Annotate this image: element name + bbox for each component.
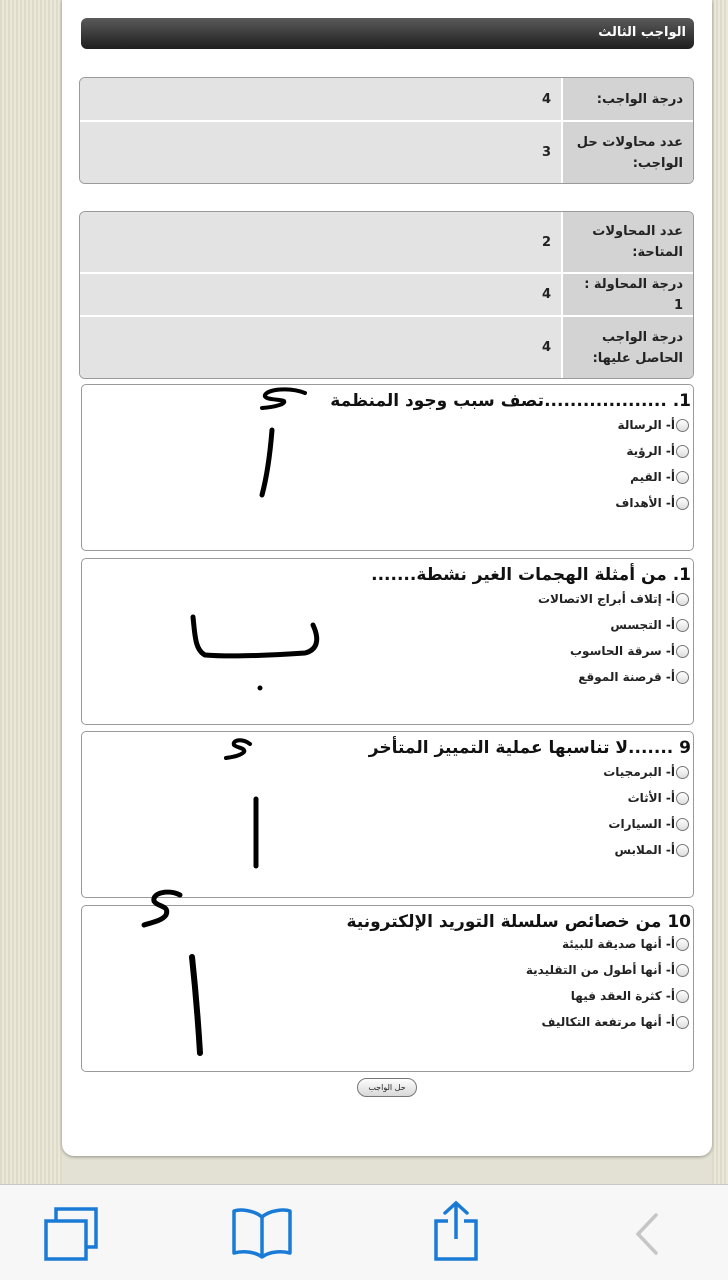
question-title: 1. ...................تصف سبب وجود المنظمة: [330, 391, 691, 411]
question-title: 9 .......لا تناسبها عملية التمييز المتأخر: [368, 738, 691, 758]
solve-homework-button[interactable]: حل الواجب: [357, 1078, 417, 1097]
radio-button[interactable]: [676, 818, 689, 831]
option[interactable]: [570, 644, 689, 658]
info-value: 4: [80, 274, 561, 315]
radio-button[interactable]: [676, 938, 689, 951]
radio-button[interactable]: [676, 766, 689, 779]
option-label: أ- أنها مرتفعة التكاليف: [541, 1015, 675, 1029]
radio-button[interactable]: [676, 419, 689, 432]
info-label: عدد محاولات حل الواجب:: [561, 122, 693, 183]
tabs-icon[interactable]: [42, 1205, 100, 1263]
radio-button[interactable]: [676, 497, 689, 510]
handwritten-answer-baa: [185, 605, 325, 700]
info-row-available-attempts: [80, 212, 693, 274]
option[interactable]: [603, 765, 689, 779]
option[interactable]: [526, 963, 689, 977]
info-value: 4: [80, 317, 561, 378]
info-row-grade: [80, 78, 693, 122]
info-label: عدد المحاولات المتاحة:: [561, 212, 693, 272]
radio-button[interactable]: [676, 844, 689, 857]
question-card: [81, 731, 694, 898]
info-row-attempts: [80, 122, 693, 183]
option[interactable]: [630, 470, 689, 484]
option[interactable]: [608, 817, 689, 831]
radio-button[interactable]: [676, 964, 689, 977]
option[interactable]: [628, 791, 689, 805]
option[interactable]: [578, 670, 689, 684]
info-value: 2: [80, 212, 561, 272]
handwritten-answer-alef: [140, 885, 215, 1065]
option-label: أ- البرمجيات: [603, 765, 675, 779]
attempt-info-table: [79, 211, 694, 379]
bookmarks-icon[interactable]: [230, 1207, 294, 1259]
back-icon[interactable]: [632, 1211, 662, 1257]
option-label: أ- أنها صديقة للبيئة: [562, 937, 675, 951]
option-label: أ- أنها أطول من التقليدية: [525, 963, 675, 977]
option[interactable]: [571, 989, 689, 1003]
option[interactable]: [538, 592, 689, 606]
option-label: أ- الأثاث: [627, 791, 675, 805]
info-value: 3: [80, 122, 561, 183]
question-title: 1. من أمثلة الهجمات الغير نشطة.......: [371, 565, 691, 585]
option-label: أ- القيم: [630, 470, 675, 484]
radio-button[interactable]: [676, 645, 689, 658]
info-row-attempt-grade: [80, 274, 693, 317]
background-stripes-left: [0, 0, 62, 1184]
option-label: أ- سرقة الحاسوب: [569, 644, 675, 658]
info-row-obtained-grade: [80, 317, 693, 378]
browser-toolbar: [0, 1184, 728, 1280]
radio-button[interactable]: [676, 619, 689, 632]
question-card: [81, 384, 694, 551]
option-label: أ- كثرة العقد فيها: [570, 989, 675, 1003]
radio-button[interactable]: [676, 792, 689, 805]
radio-button[interactable]: [676, 990, 689, 1003]
option[interactable]: [626, 444, 689, 458]
option[interactable]: [615, 496, 689, 510]
page-title: الواجب الثالث: [81, 18, 694, 49]
option-label: أ- الملابس: [614, 843, 675, 857]
radio-button[interactable]: [676, 593, 689, 606]
option[interactable]: [562, 937, 689, 951]
option-label: أ- الرسالة: [617, 418, 675, 432]
handwritten-answer-alef: [222, 734, 272, 874]
question-card: [81, 558, 694, 725]
homework-info-table: [79, 77, 694, 184]
radio-button[interactable]: [676, 445, 689, 458]
radio-button[interactable]: [676, 1016, 689, 1029]
info-label: درجة الواجب الحاصل عليها:: [561, 317, 693, 378]
share-icon[interactable]: [430, 1199, 482, 1263]
option[interactable]: [614, 843, 689, 857]
handwritten-answer-alef: [250, 385, 320, 505]
question-title: 10 من خصائص سلسلة التوريد الإلكترونية: [346, 912, 691, 932]
radio-button[interactable]: [676, 471, 689, 484]
info-label: درجة الواجب:: [561, 78, 693, 120]
info-label: درجة المحاولة : 1: [561, 274, 693, 315]
option-label: أ- قرصنة الموقع: [578, 670, 675, 684]
option[interactable]: [542, 1015, 689, 1029]
background-stripes-right: [712, 0, 728, 1184]
option[interactable]: [618, 418, 689, 432]
option-label: أ- الأهداف: [615, 496, 675, 510]
option-label: أ- السيارات: [608, 817, 675, 831]
option-label: أ- التجسس: [610, 618, 675, 632]
option-label: أ- الرؤية: [626, 444, 675, 458]
option-label: أ- إتلاف أبراج الاتصالات: [537, 592, 675, 606]
info-value: 4: [80, 78, 561, 120]
option[interactable]: [610, 618, 689, 632]
radio-button[interactable]: [676, 671, 689, 684]
